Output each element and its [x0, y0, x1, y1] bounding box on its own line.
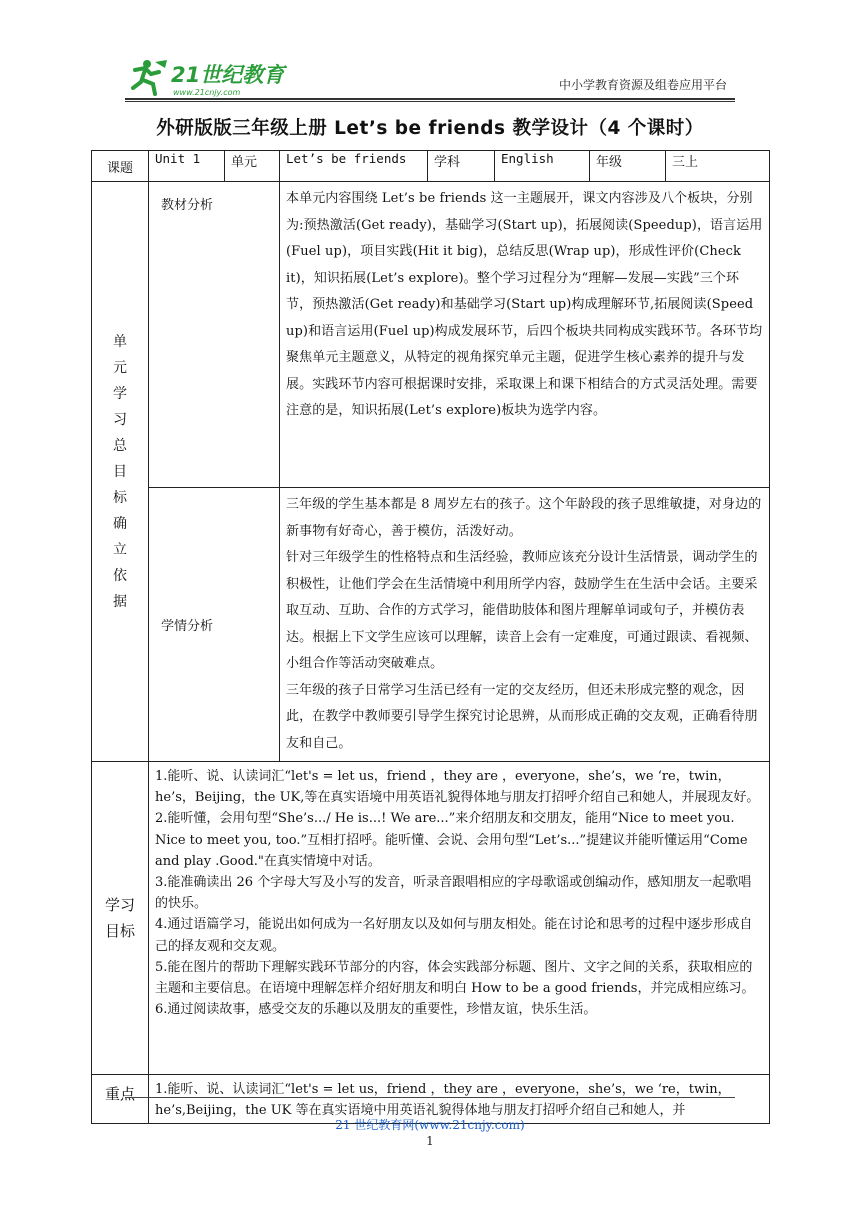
textbook-analysis-text [280, 182, 770, 488]
page-number: 1 [426, 1134, 434, 1148]
student-paragraph: 三年级的学生基本都是 8 周岁左右的孩子。这个年龄段的孩子思维敏捷，对身边的新事物有好奇心，善于模仿，活泼好动。 [286, 497, 762, 539]
topic-label: 课题 [92, 151, 149, 182]
student-paragraph: 针对三年级学生的性格特点和生活经验，教师应该充分设计生活情景，调动学生的积极性，让他们学会在生活情境中利用所学内容，鼓励学生在生活中会话。主要采取互动、互助、合作的方式学习，能借助肢体和图片理解单词或句子，并模仿表达。根据上下文学生应该可以理解，读音上会有一定难度，可通过跟读、看视频、小组合作等活动突破难点。 [286, 550, 758, 671]
grade-value: 三上 [666, 151, 770, 182]
basis-char: 学 [113, 385, 127, 402]
topic-value: Unit 1 [149, 151, 225, 182]
basis-char: 依 [113, 567, 127, 584]
student-analysis-text [280, 488, 770, 762]
lesson-plan-table [91, 150, 770, 1124]
learning-goals-list [149, 762, 770, 1075]
textbook-analysis-label: 教材分析 [149, 182, 280, 488]
student-analysis-label: 学情分析 [149, 488, 280, 762]
student-analysis-row [92, 488, 770, 762]
document-title: 外研版版三年级上册 Let’s be friends 教学设计（4 个课时） [156, 118, 704, 139]
svg-text:21世纪教育: 21世纪教育 [171, 63, 285, 87]
learning-goals-row [92, 762, 770, 1075]
grade-label: 年级 [590, 151, 666, 182]
textbook-analysis-row [92, 182, 770, 488]
basis-label [92, 182, 149, 762]
info-row [92, 151, 770, 182]
basis-char: 标 [113, 489, 127, 506]
svg-text:www.21cnjy.com: www.21cnjy.com [173, 88, 241, 97]
basis-char: 据 [113, 593, 127, 610]
footer-divider [125, 1097, 735, 1098]
page-header [125, 52, 735, 102]
goal-item: 2.能听懂，会用句型“She’s.../ He is...! We are...”来介绍朋友和交朋友，能用“Nice to meet you. Nice to meet you, too.”互相打招呼。能听懂、会说、会用句型“Let’s...”提建议并能听懂运用“Come and play .Good."在真实情境中对话。 [155, 811, 748, 869]
logo [125, 58, 305, 98]
basis-char: 习 [113, 411, 127, 428]
runner-logo-icon [125, 58, 305, 98]
goal-item: 1.能听、说、认读词汇“let's = let us，friend ，they are ，everyone，she’s，we ‘re，twin，he’s，Beijing，the UK,等在真实语境中用英语礼貌得体地与朋友打招呼介绍自己和她人，并展现友好。 [155, 769, 760, 806]
basis-char: 单 [113, 333, 127, 350]
key-point-item: 1.能听、说、认读词汇“let's = let us，friend ，they are ，everyone，she’s，we ‘re，twin，he’s,Beijing，the UK 等在真实语境中用英语礼貌得体地与朋友打招呼介绍自己和她人，并 [155, 1082, 731, 1119]
goal-item: 3.能准确读出 26 个字母大写及小写的发音，听录音跟唱相应的字母歌谣或创编动作，感知朋友一起歌唱的快乐。 [155, 875, 752, 912]
unit-value: Let’s be friends [280, 151, 428, 182]
unit-label: 单元 [225, 151, 280, 182]
goal-item: 5.能在图片的帮助下理解实践环节部分的内容，体会实践部分标题、图片、文字之间的关系，获取相应的主题和主要信息。在语境中理解怎样介绍好朋友和明白 How to be a good friends，并完成相应练习。 [155, 959, 755, 997]
textbook-paragraph: 本单元内容围绕 Let’s be friends 这一主题展开，课文内容涉及八个板块，分别为:预热激活(Get ready)，基础学习(Start up)，拓展阅读(Speedup)，语言运用(Fuel up)，项目实践(Hit it big)，总结反思(Wrap up)，形成性评价(Check it)，知识拓展(Let’s explore)。整个学习过程分为“理解—发展—实践”三个环节，预热激活(Get ready)和基础学习(Start up)构成理解环节,拓展阅读(Speed up)和语言运用(Fuel up)构成发展环节，后四个板块共同构成实践环节。各环节均聚焦单元主题意义，从特定的视角探究单元主题，促进学生核心素养的提升与发展。实践环节内容可根据课时安排，采取课上和课下相结合的方式灵活处理。需要注意的是，知识拓展(Let’s explore)板块为选学内容。 [286, 191, 763, 418]
learning-goals-label: 学习 目标 [92, 762, 149, 1075]
subject-value: English [495, 151, 590, 182]
basis-char: 立 [113, 541, 127, 558]
footer-site[interactable]: 21 世纪教育网(www.21cnjy.com) [335, 1118, 525, 1132]
basis-char: 元 [113, 359, 127, 376]
student-paragraph: 三年级的孩子日常学习生活已经有一定的交友经历，但还未形成完整的观念，因此，在教学中教师要引导学生探究讨论思辨，从而形成正确的交友观，正确看待朋友和自己。 [286, 682, 758, 751]
basis-char: 总 [113, 437, 127, 454]
basis-char: 确 [113, 515, 127, 532]
header-divider [125, 98, 735, 100]
subject-label: 学科 [428, 151, 495, 182]
goal-item: 6.通过阅读故事，感受交友的乐趣以及朋友的重要性，珍惜友谊，快乐生活。 [155, 1002, 597, 1018]
platform-name: 中小学教育资源及组卷应用平台 [558, 78, 727, 92]
goal-item: 4.通过语篇学习，能说出如何成为一名好朋友以及如何与朋友相处。能在讨论和思考的过程中逐步形成自己的择友观和交友观。 [155, 917, 753, 954]
header-divider-thin [125, 101, 735, 102]
basis-char: 目 [113, 463, 127, 480]
key-points-label: 重点 [92, 1075, 149, 1124]
